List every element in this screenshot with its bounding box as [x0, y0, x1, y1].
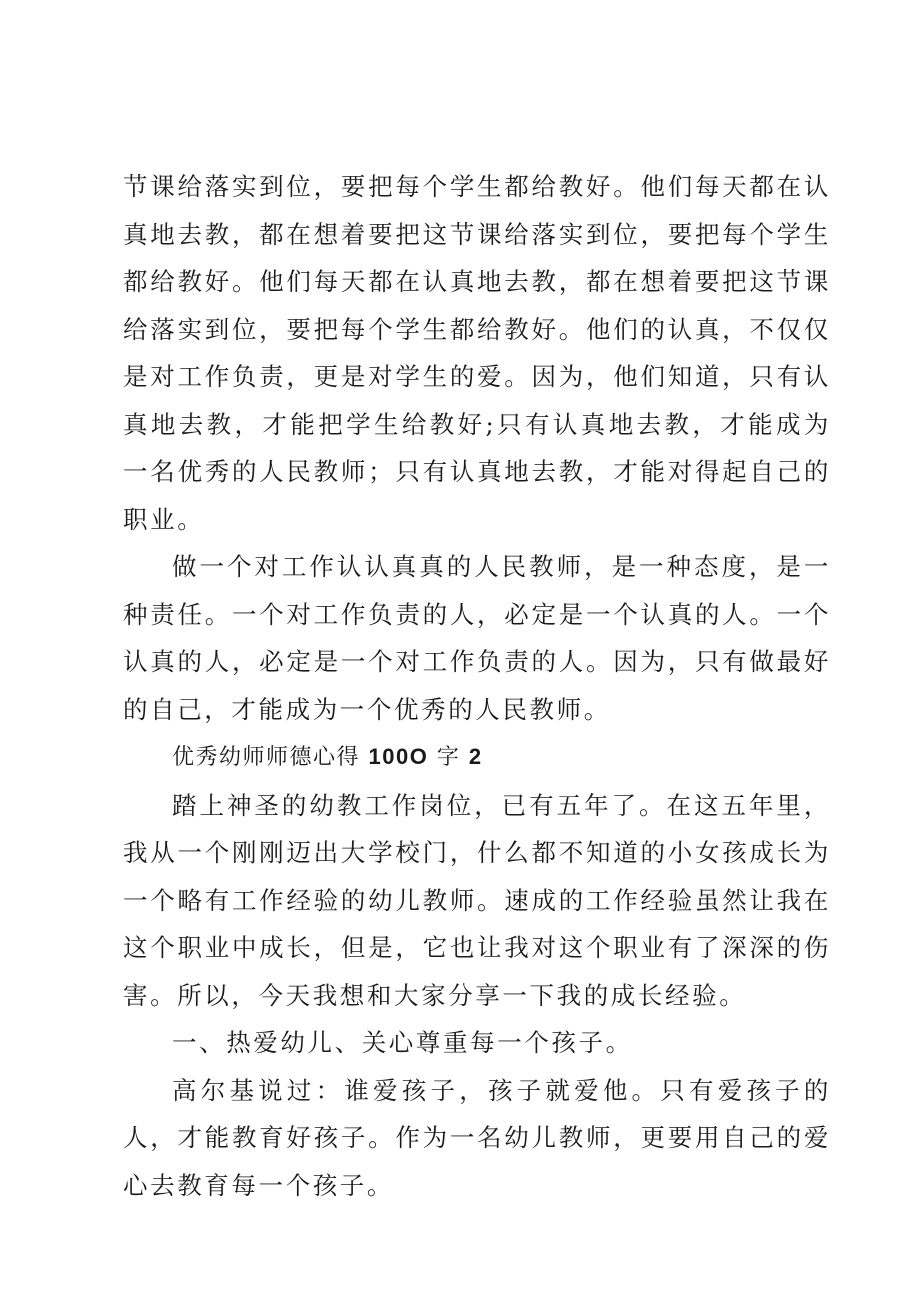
heading-index: 2 [468, 744, 483, 769]
paragraph-continuation: 节课给落实到位，要把每个学生都给教好。他们每天都在认真地去教，都在想着要把这节课给落实到位，要把每个学生都给教好。他们每天都在认真地去教，都在想着要把这节课给落实到位，要把每个学生都给教好。他们的认真，不仅仅是对工作负责，更是对学生的爱。因为，他们知道，只有认真地去教，才能把学生给教好;只有认真地去教，才能成为一名优秀的人民教师；只有认真地去教，才能对得起自己的职业。 [123, 172, 831, 534]
heading-prefix: 优秀幼师师德心得 [172, 745, 369, 770]
section-heading [123, 733, 831, 782]
paragraph-point-one: 一、热爱幼儿、关心尊重每一个孩子。 [172, 1028, 633, 1057]
paragraph-responsibility: 做一个对工作认认真真的人民教师，是一种态度，是一种责任。一个对工作负责的人，必定是一个认真的人。一个认真的人，必定是一个对工作负责的人。因为，只有做最好的自己，才能成为一个优秀的人民教师。 [123, 552, 831, 724]
heading-suffix: 字 [428, 745, 469, 770]
paragraph-intro: 踏上神圣的幼教工作岗位，已有五年了。在这五年里，我从一个刚刚迈出大学校门，什么都不知道的小女孩成长为一个略有工作经验的幼儿教师。速成的工作经验虽然让我在这个职业中成长，但是，它也让我对这个职业有了深深的伤害。所以，今天我想和大家分享一下我的成长经验。 [123, 790, 831, 1010]
heading-number: 100O [368, 744, 429, 769]
paragraph-gorky-quote: 高尔基说过：谁爱孩子，孩子就爱他。只有爱孩子的人，才能教育好孩子。作为一名幼儿教师，更要用自己的爱心去教育每一个孩子。 [123, 1075, 831, 1200]
document-body [123, 163, 831, 1209]
